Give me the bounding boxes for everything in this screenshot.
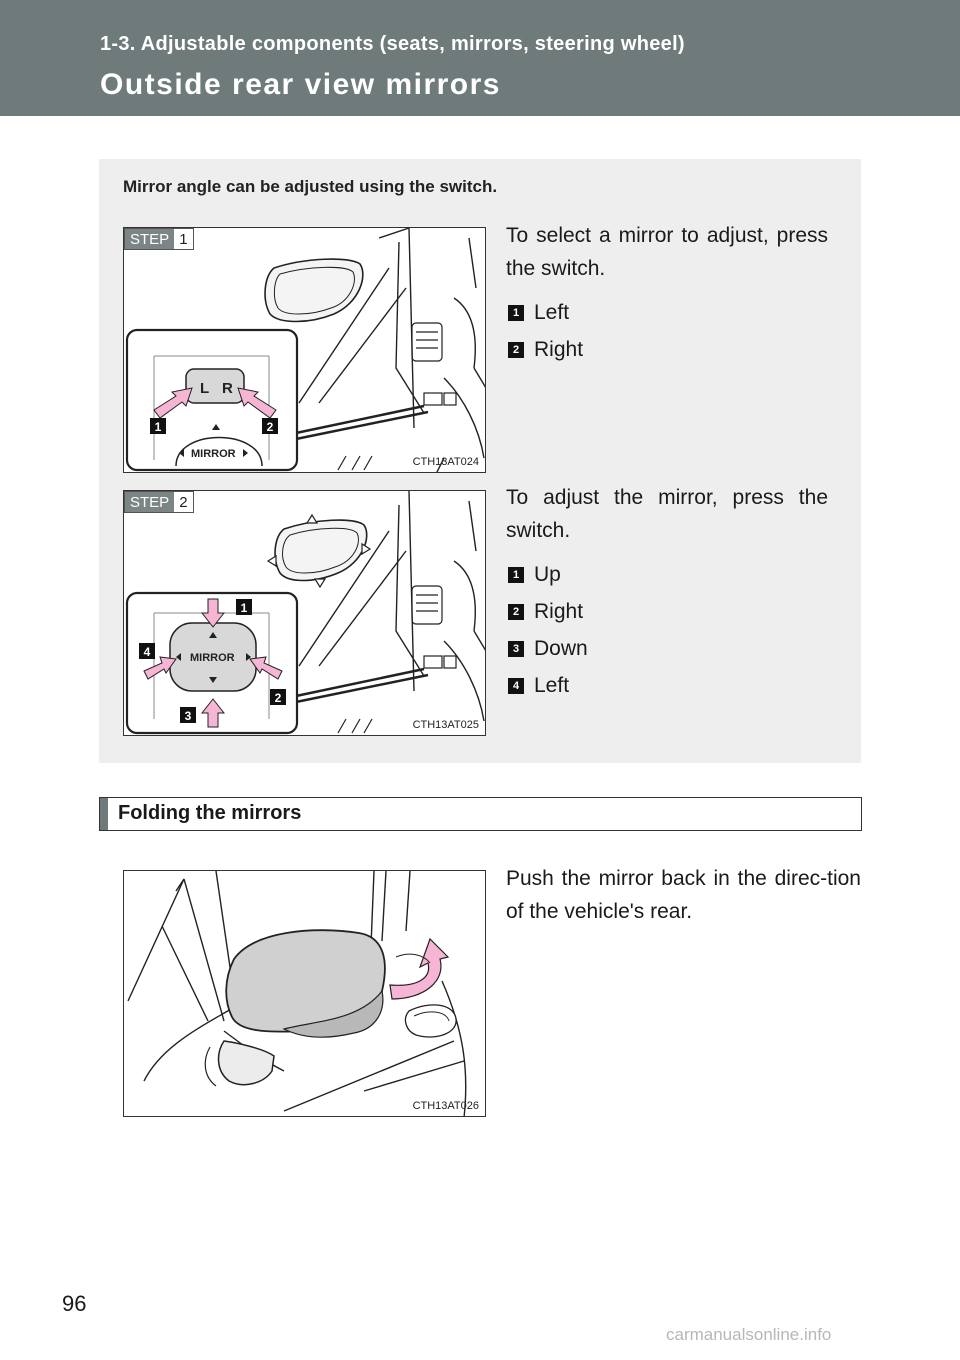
step1-instruction: To select a mirror to adjust, press the switch.: [506, 224, 828, 280]
page-header: [0, 0, 960, 116]
item-label: Left: [534, 301, 570, 324]
item-number-box: 1: [508, 305, 524, 321]
item-label: Up: [534, 563, 561, 586]
panel-intro: Mirror angle can be adjusted using the switch.: [123, 177, 498, 196]
switch-label-l: L: [200, 380, 210, 397]
callout-number: 2: [274, 691, 282, 705]
step1-illustration: [124, 228, 486, 473]
item-number-box: 1: [508, 567, 524, 583]
heading-accent-bar: [100, 798, 108, 830]
switch-label-r: R: [222, 380, 233, 397]
item-number-box: 2: [508, 604, 524, 620]
page-number: 96: [62, 1291, 87, 1316]
item-number-box: 2: [508, 342, 524, 358]
step-badge-label: STEP: [125, 229, 174, 249]
item-number-box: 4: [508, 678, 524, 694]
item-label: Down: [534, 637, 588, 660]
folding-illustration: [124, 871, 486, 1117]
folding-text: [506, 862, 861, 928]
step2-figure: [123, 490, 486, 736]
callout-number: 3: [184, 709, 192, 723]
step2-text: [506, 481, 828, 704]
step-badge-number: 2: [179, 494, 188, 511]
list-item: [506, 593, 828, 630]
folding-figure: [123, 870, 486, 1117]
fold-arrow: [390, 939, 448, 999]
figure-code: CTH13AT024: [412, 456, 479, 468]
step1-text: [506, 219, 828, 368]
step-badge-number: 1: [179, 231, 188, 248]
step1-figure: [123, 227, 486, 473]
item-label: Right: [534, 600, 584, 623]
item-number-box: 3: [508, 641, 524, 657]
step-badge: [124, 228, 194, 250]
list-item: [506, 556, 828, 593]
callout-number: 1: [240, 601, 248, 615]
mirror-switch-label: MIRROR: [191, 448, 236, 460]
figure-code: CTH13AT026: [412, 1100, 479, 1112]
watermark: carmanualsonline.info: [666, 1325, 832, 1344]
callout-number: 1: [154, 420, 162, 434]
step2-illustration: [124, 491, 486, 736]
folding-instruction: Push the mirror back in the direc-tion of the vehicle's rear.: [506, 867, 861, 923]
step-badge: [124, 491, 194, 513]
figure-code: CTH13AT025: [412, 719, 479, 731]
item-label: Right: [534, 338, 584, 361]
callout-number: 2: [266, 420, 274, 434]
list-item: [506, 630, 828, 667]
page-title: Outside rear view mirrors: [100, 68, 501, 101]
list-item: [506, 331, 828, 368]
step2-instruction: To adjust the mirror, press the switch.: [506, 486, 828, 542]
callout-number: 4: [143, 645, 151, 659]
list-item: [506, 294, 828, 331]
section-heading: 1-3. Adjustable components (seats, mirrors, steering wheel): [100, 33, 685, 55]
mirror-adjust-panel: [99, 159, 861, 763]
step-badge-label: STEP: [125, 492, 174, 512]
list-item: [506, 667, 828, 704]
item-label: Left: [534, 674, 570, 697]
folding-heading: [99, 797, 862, 831]
folding-heading-text: Folding the mirrors: [118, 802, 302, 824]
mirror-switch-label: MIRROR: [190, 652, 235, 664]
